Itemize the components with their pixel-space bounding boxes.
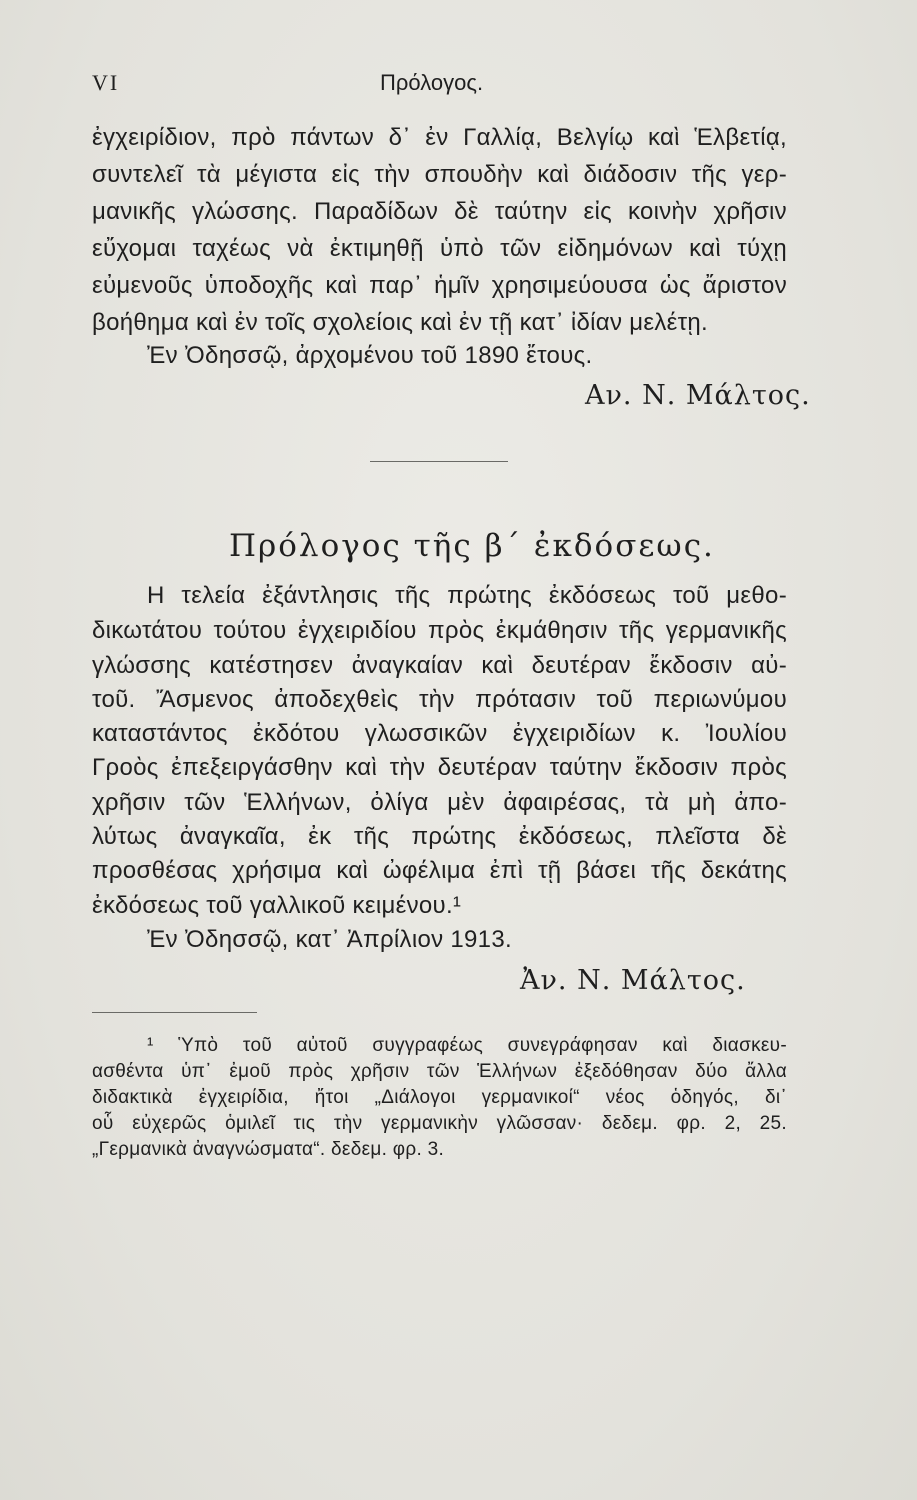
preface2-line: γλώσσης κατέστησεν ἀναγκαίαν καὶ δευτέραν ἔκδοσιν αὐ- (92, 652, 787, 679)
preface2-line: τοῦ. Ἄσμενος ἀποδεχθεὶς τὴν πρότασιν τοῦ περιωνύμου (92, 686, 787, 713)
preface2-line: ἐκδόσεως τοῦ γαλλικοῦ κειμένου.¹ (92, 892, 462, 919)
preface1-line: εὐμενοῦς ὑποδοχῆς καὶ παρ᾽ ἡμῖν χρησιμεύουσα ὡς ἄριστον (92, 272, 787, 299)
preface1-line: βοήθημα καὶ ἐν τοῖς σχολείοις καὶ ἐν τῇ κατ᾽ ἰδίαν μελέτῃ. (92, 309, 709, 336)
footnote-line: οὗ εὐχερῶς ὁμιλεῖ τις τὴν γερμανικὴν γλῶσσαν· δεδεμ. φρ. 2, 25. (92, 1113, 787, 1134)
preface2-line: Γροὸς ἐπεξειργάσθην καὶ τὴν δευτέραν ταύτην ἔκδοσιν πρὸς (92, 754, 787, 781)
page-number: VI (92, 70, 120, 95)
footnote-line: διδακτικὰ ἐγχειρίδια, ἤτοι „Διάλογοι γερμανικοί“ νέος ὁδηγός, δι᾽ (92, 1087, 787, 1108)
running-header-title: Πρόλογος. (380, 70, 484, 95)
preface1-line: ἐγχειρίδιον, πρὸ πάντων δ᾽ ἐν Γαλλίᾳ, Βελγίῳ καὶ Ἑλβετίᾳ, (92, 124, 787, 151)
preface1-signature: Αν. Ν. Μάλτος. (585, 380, 811, 411)
preface2-signature: Ἀν. Ν. Μάλτος. (520, 965, 746, 996)
preface1-line: εὔχομαι ταχέως νὰ ἐκτιμηθῇ ὑπὸ τῶν εἰδημόνων καὶ τύχῃ (92, 235, 787, 262)
section-divider (370, 461, 508, 462)
preface2-place-date: Ἐν Ὀδησσῷ, κατ᾽ Ἀπρίλιον 1913. (147, 926, 512, 953)
preface2-line: Η τελεία ἐξάντλησις τῆς πρώτης ἐκδόσεως τοῦ μεθο- (147, 582, 787, 609)
footnote-line: ¹ Ὑπὸ τοῦ αὐτοῦ συγγραφέως συνεγράφησαν καὶ διασκευ- (147, 1035, 787, 1056)
preface2-line: προσθέσας χρήσιμα καὶ ὠφέλιμα ἐπὶ τῇ βάσει τῆς δεκάτης (92, 857, 787, 884)
footnote-line: „Γερμανικὰ ἀναγνώσματα“. δεδεμ. φρ. 3. (92, 1139, 445, 1160)
preface2-line: λύτως ἀναγκαῖα, ἐκ τῆς πρώτης ἐκδόσεως, πλεῖστα δὲ (92, 823, 787, 850)
footnote-line: ασθέντα ὑπ᾽ ἐμοῦ πρὸς χρῆσιν τῶν Ἑλλήνων ἐξεδόθησαν δύο ἄλλα (92, 1061, 787, 1082)
second-edition-title: Πρόλογος τῆς β´ ἐκδόσεως. (229, 528, 715, 564)
footnote-rule (92, 1012, 257, 1013)
preface2-line: χρῆσιν τῶν Ἑλλήνων, ὀλίγα μὲν ἀφαιρέσας, τὰ μὴ ἀπο- (92, 789, 787, 816)
preface1-place-date: Ἐν Ὀδησσῷ, ἀρχομένου τοῦ 1890 ἔτους. (147, 342, 593, 369)
preface1-line: συντελεῖ τὰ μέγιστα εἰς τὴν σπουδὴν καὶ διάδοσιν τῆς γερ- (92, 161, 787, 188)
preface2-line: δικωτάτου τούτου ἐγχειριδίου πρὸς ἐκμάθησιν τῆς γερμανικῆς (92, 617, 787, 644)
preface1-line: μανικῆς γλώσσης. Παραδίδων δὲ ταύτην εἰς κοινὴν χρῆσιν (92, 198, 787, 225)
preface2-line: καταστάντος ἐκδότου γλωσσικῶν ἐγχειριδίων κ. Ἰουλίου (92, 720, 787, 747)
